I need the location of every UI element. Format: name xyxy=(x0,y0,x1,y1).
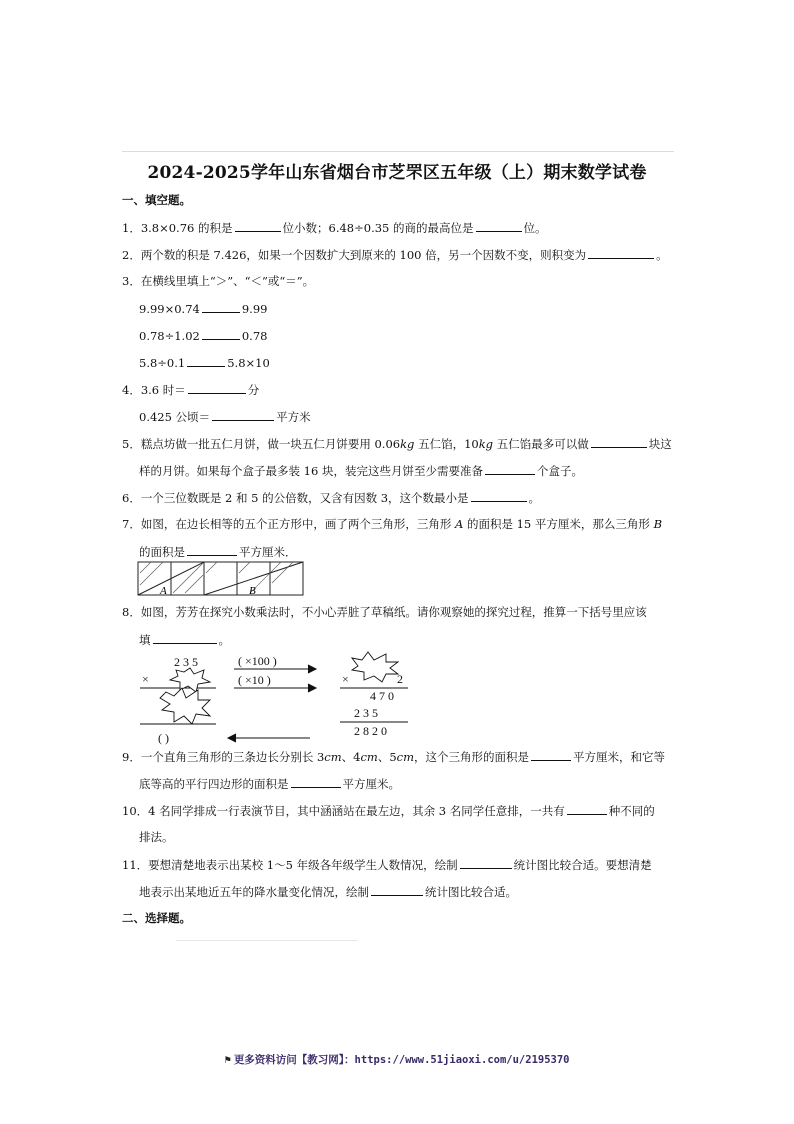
question-11: 11．要想清楚地表示出某校 1～5 年级各年级学生人数情况，绘制 统计图比较合适。要想清楚 xyxy=(122,858,652,872)
answer-blank[interactable] xyxy=(476,219,522,232)
question-3-item-3: 5.8÷0.1 5.8×10 xyxy=(139,356,270,370)
left-times-sign: × xyxy=(142,672,149,686)
question-10-line-2: 排法。 xyxy=(139,830,174,844)
question-9-line-2: 底等高的平行四边形的面积是 平方厘米。 xyxy=(139,777,400,791)
question-2: 2．两个数的积是 7.426，如果一个因数扩大到原来的 100 倍，另一个因数不变，则积变为 。 xyxy=(122,248,668,262)
right-multiplier-digit: 2 xyxy=(397,672,403,686)
right-times-sign: × xyxy=(342,672,349,686)
right-partial-row-2: 2 3 5 xyxy=(354,706,378,720)
ink-blot-right-top xyxy=(352,652,398,682)
answer-blank[interactable] xyxy=(188,381,246,394)
question-6: 6．一个三位数既是 2 和 5 的公倍数，又含有因数 3，这个数最小是 。 xyxy=(122,491,541,505)
answer-blank[interactable] xyxy=(202,327,240,340)
answer-blank[interactable] xyxy=(153,631,217,644)
triangle-a-label: A xyxy=(160,585,167,597)
right-product-row: 2 8 2 0 xyxy=(354,724,387,738)
answer-blank[interactable] xyxy=(187,543,237,556)
five-squares-figure xyxy=(137,561,307,598)
answer-blank[interactable] xyxy=(291,775,341,788)
question-11-line-2: 地表示出某地近五年的降水量变化情况，绘制 统计图比较合适。 xyxy=(139,885,517,899)
header-divider xyxy=(122,151,674,152)
arrow-label-x10: ( ×10 ) xyxy=(238,673,271,687)
square-3 xyxy=(204,562,237,595)
left-answer-paren: ( ) xyxy=(158,731,169,745)
section-heading-fill-blank: 一、填空题。 xyxy=(122,193,191,207)
answer-blank[interactable] xyxy=(235,219,281,232)
page-title: 2024-2025学年山东省烟台市芝罘区五年级（上）期末数学试卷 xyxy=(147,163,647,183)
footer-text[interactable]: 更多资料访问【教习网】：https://www.51jiaoxi.com/u/2195370 xyxy=(233,1054,570,1066)
page-bottom-divider xyxy=(176,940,358,941)
answer-blank[interactable] xyxy=(212,408,274,421)
answer-blank[interactable] xyxy=(531,748,571,761)
question-10: 10．4 名同学排成一行表演节目，其中涵涵站在最左边，其余 3 名同学任意排，一共有 种不同的 xyxy=(122,804,655,818)
question-3: 3．在横线里填上“＞”、“＜”或“＝”。 xyxy=(122,274,315,288)
question-7-line-2: 的面积是 平方厘米． xyxy=(139,545,297,559)
question-5-line-2: 样的月饼。如果每个盒子最多装 16 块，装完这些月饼至少需要准备 个盒子。 xyxy=(139,464,583,478)
smudged-multiplication-figure xyxy=(136,650,426,746)
footer-link[interactable] xyxy=(0,1052,794,1067)
ink-blot-left-middle xyxy=(160,688,210,724)
answer-blank[interactable] xyxy=(202,300,240,313)
answer-blank[interactable] xyxy=(591,435,647,448)
question-8: 8．如图，芳芳在探究小数乘法时，不小心弄脏了草稿纸。请你观察她的探究过程，推算一下括号里应该 xyxy=(122,605,647,619)
question-5: 5．糕点坊做一批五仁月饼，做一块五仁月饼要用 0.06kg 五仁馅，10kg 五仁馅最多可以做 块这 xyxy=(122,437,672,451)
question-3-item-2: 0.78÷1.02 0.78 xyxy=(139,329,268,343)
answer-blank[interactable] xyxy=(187,354,225,367)
answer-blank[interactable] xyxy=(460,856,512,869)
question-8-line-2: 填 。 xyxy=(139,633,230,647)
triangle-b-label: B xyxy=(249,585,256,597)
left-multiplicand: 2 3 5 xyxy=(174,655,198,669)
arrow-label-x100: ( ×100 ) xyxy=(238,654,277,668)
answer-blank[interactable] xyxy=(485,462,535,475)
question-4: 4．3.6 时＝ 分 xyxy=(122,383,260,397)
section-heading-multiple-choice: 二、选择题。 xyxy=(122,911,191,925)
question-3-item-1: 9.99×0.74 9.99 xyxy=(139,302,268,316)
flag-icon: ⚑ xyxy=(224,1054,231,1066)
question-1: 1．3.8×0.76 的积是 位小数；6.48÷0.35 的商的最高位是 位。 xyxy=(122,221,547,235)
answer-blank[interactable] xyxy=(471,489,527,502)
right-partial-row-1: 4 7 0 xyxy=(370,689,394,703)
answer-blank[interactable] xyxy=(588,246,654,259)
square-5 xyxy=(270,562,303,595)
answer-blank[interactable] xyxy=(567,802,607,815)
answer-blank[interactable] xyxy=(371,883,423,896)
question-7: 7．如图，在边长相等的五个正方形中，画了两个三角形，三角形 A 的面积是 15 平方厘米，那么三角形 B xyxy=(122,517,663,531)
question-4-item-2: 0.425 公顷＝ 平方米 xyxy=(139,410,311,424)
question-9: 9．一个直角三角形的三条边长分别长 3cm、4cm、5cm，这个三角形的面积是 平方厘米，和它等 xyxy=(122,750,666,764)
